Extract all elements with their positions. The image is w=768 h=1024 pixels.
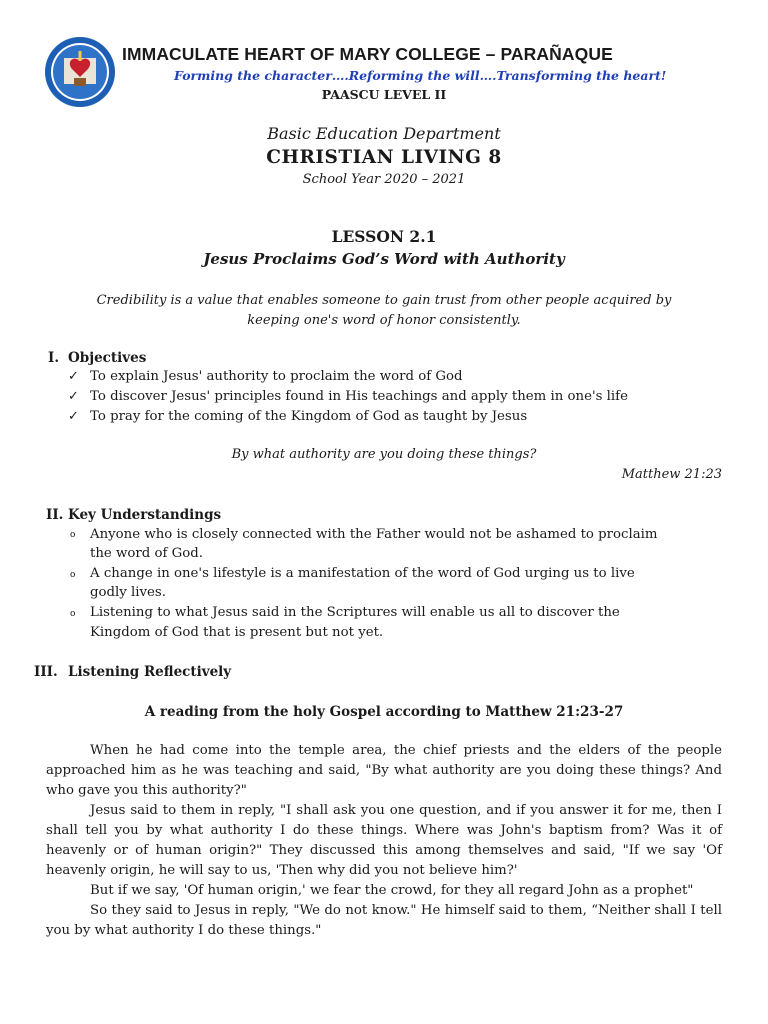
key-understanding-line: Listening to what Jesus said in the Scriptures will enable us all to discover the bbox=[90, 605, 620, 620]
gospel-paragraph: But if we say, 'Of human origin,' we fear the crowd, for they all regard John as a prophet" bbox=[90, 883, 694, 898]
accreditation-level: PAASCU LEVEL II bbox=[321, 87, 447, 102]
key-understanding-line: A change in one's lifestyle is a manifestation of the word of God urging us to live bbox=[90, 566, 635, 581]
check-icon: ✓ bbox=[68, 389, 79, 404]
subject-title: CHRISTIAN LIVING 8 bbox=[266, 147, 502, 168]
value-statement bbox=[64, 291, 704, 331]
listening-number: III. bbox=[34, 664, 58, 680]
department: Basic Education Department bbox=[267, 124, 501, 143]
school-motto: Forming the character….Reforming the will….Transforming the heart! bbox=[174, 68, 667, 83]
circle-bullet-icon: o bbox=[70, 609, 76, 619]
lesson-number: LESSON 2.1 bbox=[331, 227, 437, 246]
circle-bullet-icon: o bbox=[70, 530, 76, 540]
key-understandings-heading: II. Key Understandings bbox=[46, 507, 222, 523]
key-understanding-line: Kingdom of God that is present but not yet. bbox=[90, 625, 384, 640]
key-understanding-line: godly lives. bbox=[90, 585, 166, 600]
gospel-paragraph: When he had come into the temple area, the chief priests and the elders of the people approached him as he was teaching and said, "By what authority are you doing these things? And who gave you this authority?" bbox=[46, 743, 722, 798]
objective-item: To pray for the coming of the Kingdom of God as taught by Jesus bbox=[90, 409, 528, 424]
value-line: Credibility is a value that enables someone to gain trust from other people acquired by bbox=[96, 293, 672, 308]
key-understanding-line: the word of God. bbox=[90, 546, 204, 561]
objective-item: To discover Jesus' principles found in His teachings and apply them in one's life bbox=[90, 389, 628, 404]
key-understanding-line: Anyone who is closely connected with the Father would not be ashamed to proclaim bbox=[90, 527, 658, 542]
objectives-heading: Objectives bbox=[68, 350, 147, 366]
verse-text: By what authority are you doing these things? bbox=[231, 447, 537, 462]
lesson-title: Jesus Proclaims God’s Word with Authority bbox=[203, 250, 565, 268]
gospel-paragraph: So they said to Jesus in reply, "We do not know." He himself said to them, “Neither shall I tell you by what authority I do these things." bbox=[46, 903, 722, 938]
gospel-paragraph: Jesus said to them in reply, "I shall ask you one question, and if you answer it for me, then I shall tell you by what authority I do these things. Where was John's baptism from? Was it of heavenly or of human origin?" They discussed this among themselves and said, "If we say 'Of heavenly origin, he will say to us, 'Then why did you not believe him?' bbox=[46, 803, 722, 878]
school-year: School Year 2020 – 2021 bbox=[302, 172, 466, 187]
verse-reference: Matthew 21:23 bbox=[621, 467, 722, 482]
school-name: IMMACULATE HEART OF MARY COLLEGE – PARAÑAQUE bbox=[122, 44, 613, 64]
reading-title: A reading from the holy Gospel according to Matthew 21:23-27 bbox=[144, 704, 624, 720]
listening-heading: Listening Reflectively bbox=[68, 664, 232, 680]
objectives-number: I. bbox=[48, 350, 60, 366]
circle-bullet-icon: o bbox=[70, 570, 76, 580]
check-icon: ✓ bbox=[68, 369, 79, 384]
check-icon: ✓ bbox=[68, 409, 79, 424]
value-line: keeping one's word of honor consistently. bbox=[247, 313, 521, 328]
objective-item: To explain Jesus' authority to proclaim the word of God bbox=[90, 369, 463, 384]
gospel-reading bbox=[46, 741, 722, 941]
